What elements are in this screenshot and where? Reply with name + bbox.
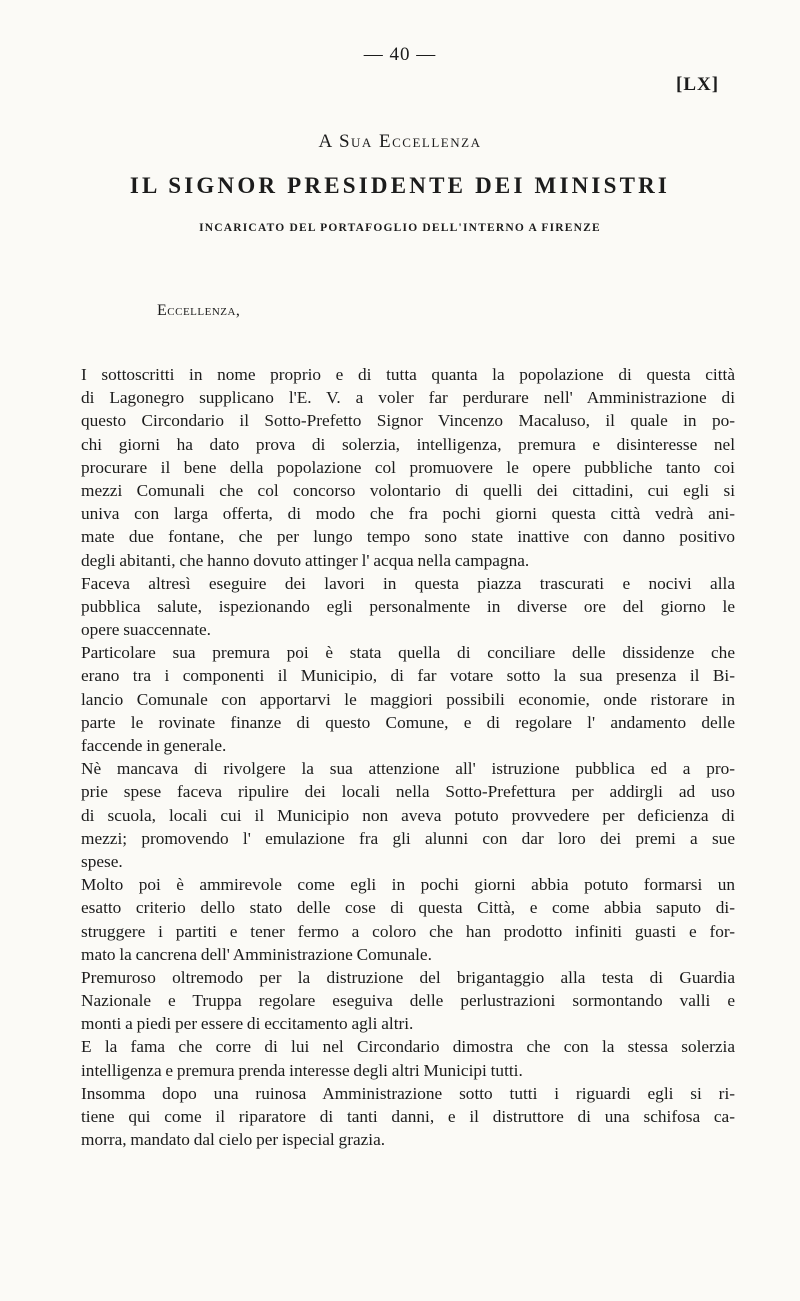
paragraph-line: mate due fontane, che per lungo tempo sono state inattive con danno positivo [81, 527, 735, 547]
paragraph-line: intelligenza e premura prenda interesse degli altri Municipi tutti. [81, 1060, 523, 1080]
letter-body [81, 363, 735, 1151]
paragraph [81, 363, 735, 572]
paragraph-line: esatto criterio dello stato delle cose di questa Città, e come abbia saputo di- [81, 898, 735, 918]
addressee-line: A Sua Eccellenza [318, 131, 482, 152]
paragraph-line: di Lagonegro supplicano l'E. V. a voler far perdurare nell' Amministrazione di [81, 388, 735, 408]
paragraph [81, 873, 735, 966]
page-number: — 40 — [363, 44, 437, 65]
paragraph [81, 572, 735, 642]
paragraph-line: parte le rovinate finanze di questo Comune, e di regolare l' andamento delle [81, 712, 735, 732]
paragraph-line: monti a piedi per essere di eccitamento agli altri. [81, 1014, 414, 1034]
paragraph-line: tiene qui come il riparatore di tanti danni, e il distruttore di una schifosa ca- [81, 1107, 735, 1126]
paragraph-line: questo Circondario il Sotto-Prefetto Signor Vincenzo Macaluso, il quale in po- [81, 411, 735, 431]
paragraph [81, 1082, 735, 1152]
paragraph-line: faccende in generale. [81, 736, 227, 755]
paragraph-line: chi giorni ha dato prova di solerzia, intelligenza, premura e disinteresse nel [81, 434, 735, 454]
paragraph-line: opere suaccennate. [81, 620, 211, 640]
paragraph-line: morra, mandato dal cielo per ispecial grazia. [81, 1130, 386, 1150]
salutation: Eccellenza, [157, 302, 241, 319]
paragraph-line: E la fama che corre di lui nel Circondario dimostra che con la stessa solerzia [81, 1037, 735, 1057]
paragraph-line: struggere i partiti e tener fermo a coloro che han prodotto infiniti guasti e for- [81, 921, 735, 941]
paragraph-line: prie spese faceva ripulire dei locali nella Sotto-Prefettura per addirgli ad uso [81, 782, 735, 802]
paragraph-line: mezzi; promovendo l' emulazione fra gli alunni con dar loro dei premi a sue [81, 828, 735, 848]
paragraph-line: di scuola, locali cui il Municipio non aveva potuto provvedere per deficienza di [81, 805, 735, 825]
paragraph-line: lancio Comunale con apportarvi le maggiori possibili economie, onde ristorare in [81, 689, 735, 709]
paragraph-line: erano tra i componenti il Municipio, di far votare sotto la sua presenza il Bi- [81, 666, 735, 686]
paragraph-line: mato la cancrena dell' Amministrazione Comunale. [81, 944, 432, 964]
paragraph-line: Premuroso oltremodo per la distruzione del brigantaggio alla testa di Guardia [81, 967, 735, 987]
paragraph-line: pubblica salute, ispezionando egli personalmente in diverse ore del giorno le [81, 596, 735, 616]
paragraph-line: Nazionale e Truppa regolare eseguiva delle perlustrazioni sormontando valli e [81, 991, 735, 1011]
paragraph-line: univa con larga offerta, di modo che fra pochi giorni questa città vedrà ani- [81, 504, 735, 524]
paragraph-line: procurare il bene della popolazione col promuovere le opere pubbliche tanto coi [81, 457, 735, 477]
paragraph [81, 1035, 735, 1081]
paragraph-line: I sottoscritti in nome proprio e di tutta quanta la popolazione di questa città [81, 365, 735, 384]
paragraph-line: Molto poi è ammirevole come egli in pochi giorni abbia potuto formarsi un [81, 875, 735, 895]
paragraph-line: Insomma dopo una ruinosa Amministrazione sotto tutti i riguardi egli si ri- [81, 1083, 735, 1103]
paragraph-line: Faceva altresì eseguire dei lavori in questa piazza trascurati e nocivi alla [81, 573, 735, 593]
paragraph-line: degli abitanti, che hanno dovuto attinger l' acqua nella campagna. [81, 550, 530, 570]
paragraph [81, 757, 735, 873]
document-number: [LX] [676, 74, 720, 95]
paragraph [81, 641, 735, 757]
paragraph-line: spese. [81, 851, 123, 871]
paragraph-line: mezzi Comunali che col concorso volontario di quelli dei cittadini, cui egli si [81, 480, 735, 500]
paragraph [81, 966, 735, 1036]
paragraph-line: Nè mancava di rivolgere la sua attenzione all' istruzione pubblica ed a pro- [81, 759, 735, 779]
recipient-office: INCARICATO DEL PORTAFOGLIO DELL'INTERNO A FIRENZE [199, 222, 601, 234]
paragraph-line: Particolare sua premura poi è stata quella di conciliare delle dissidenze che [81, 643, 735, 663]
recipient-title: IL SIGNOR PRESIDENTE DEI MINISTRI [129, 173, 671, 198]
